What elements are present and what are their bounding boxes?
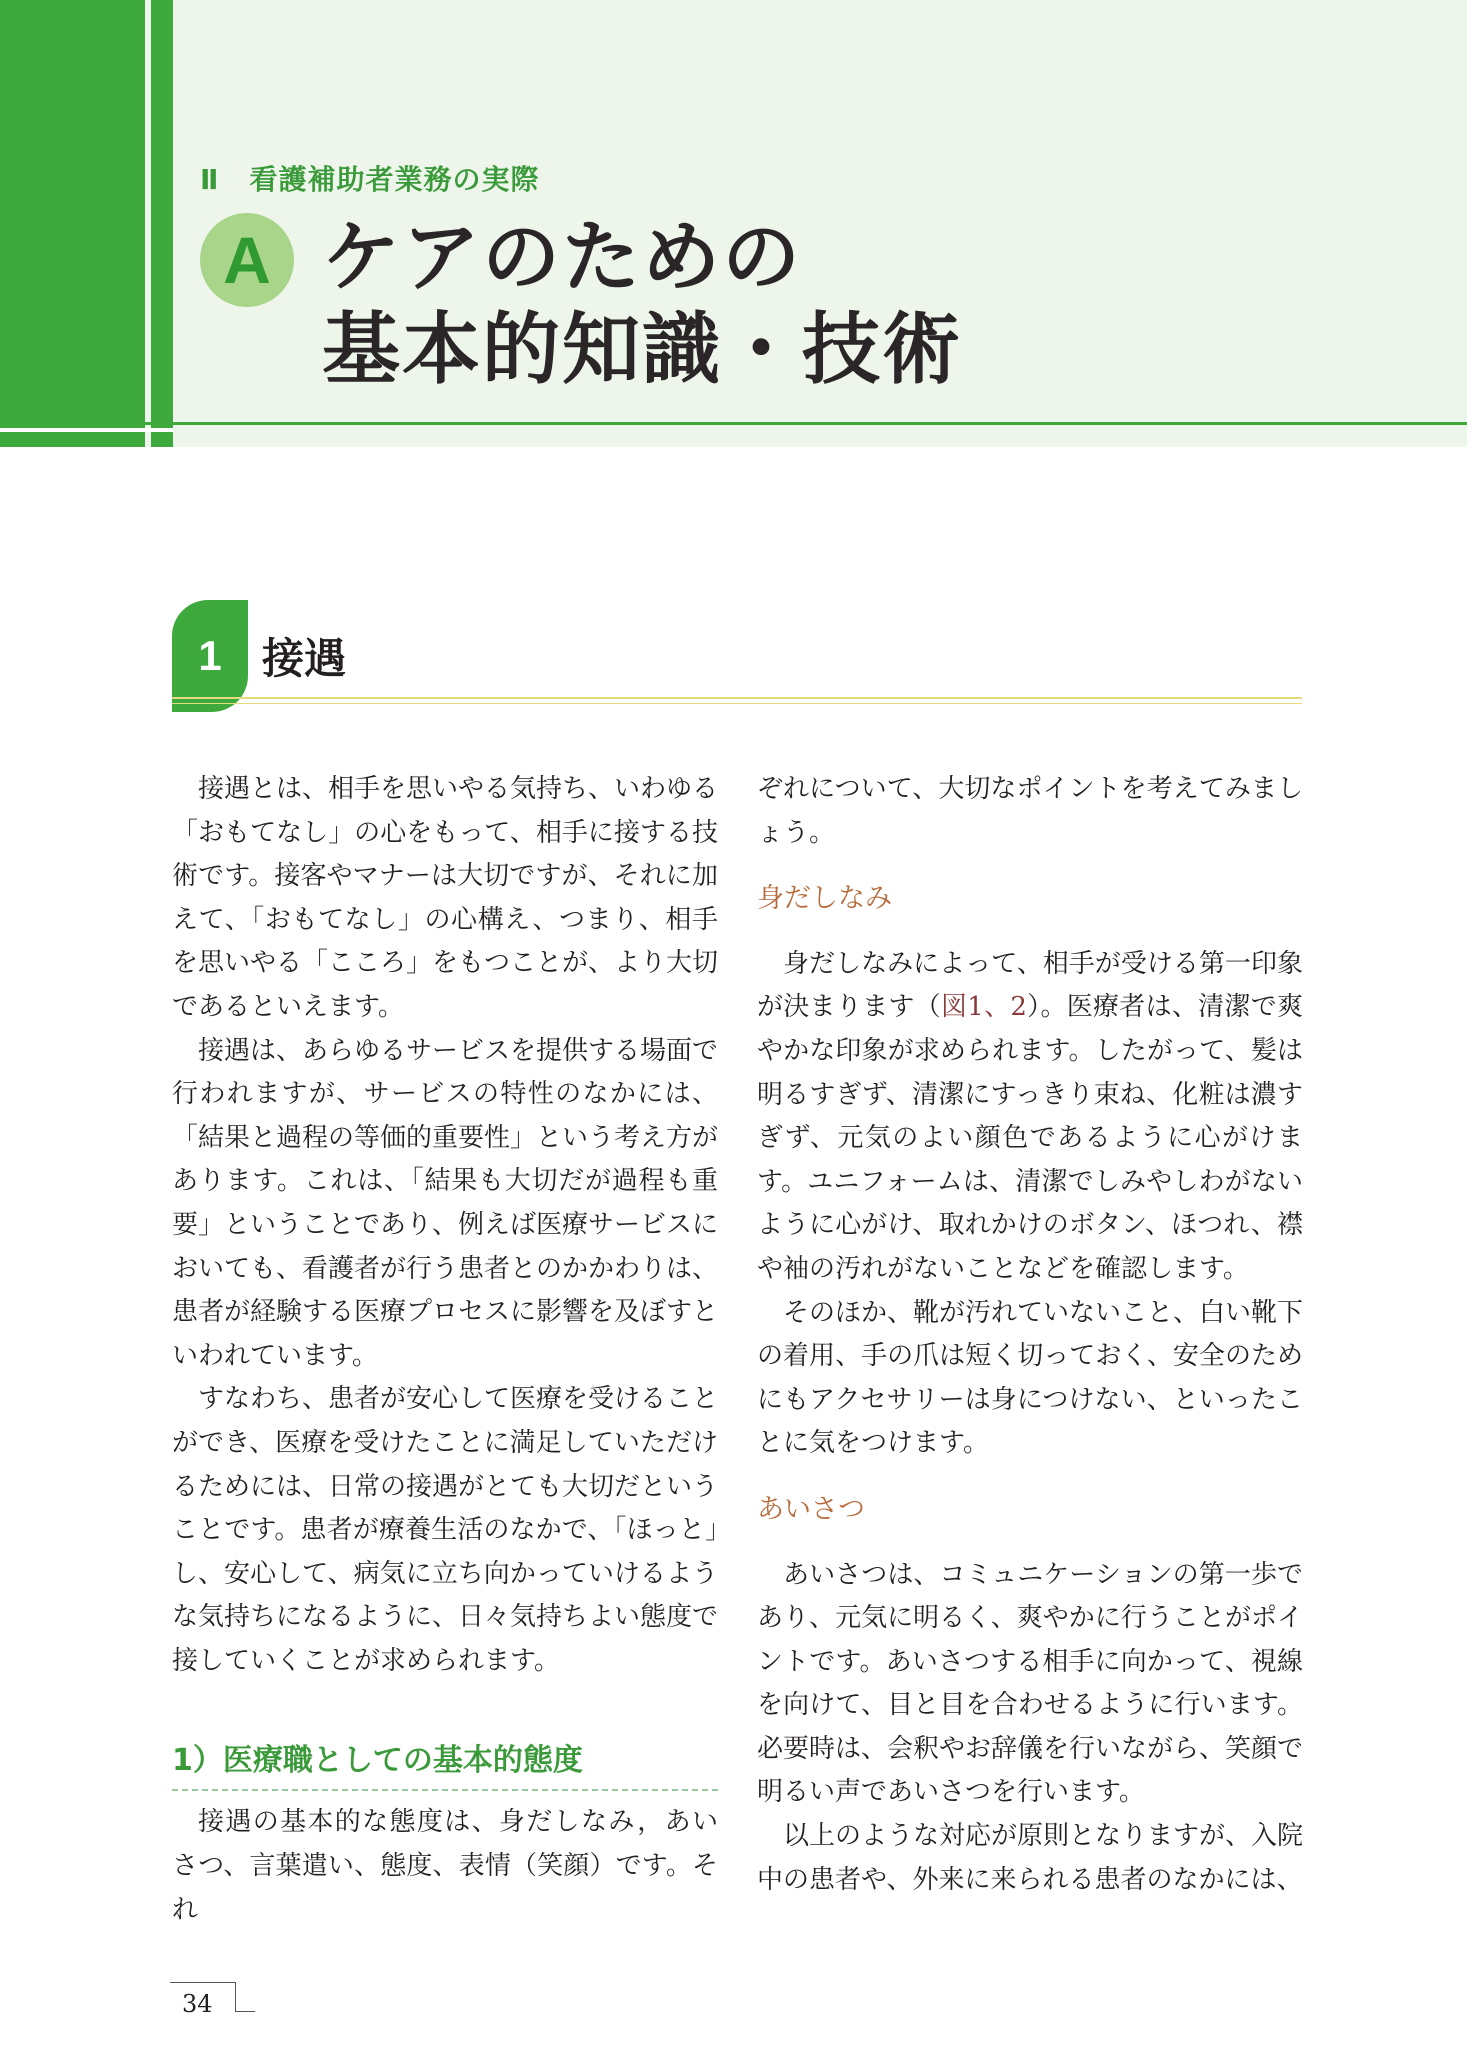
figure-reference: 図1、2 [940, 992, 1027, 1023]
heading-rule [172, 697, 1302, 699]
body-paragraph: 接遇とは、相手を思いやる気持ち、いわゆる「おもてなし」の心をもって、相手に接する技術です。接客やマナーは大切ですが、それに加えて、「おもてなし」の心構え、つまり、相手を思いやる「こころ」をもつことが、より大切であるといえます。 [172, 774, 719, 1022]
body-paragraph: 接遇の基本的な態度は、身だしなみ，あいさつ、言葉遣い、態度、表情（笑顔）です。それ [172, 1807, 718, 1925]
header-bottom-rule [0, 422, 1467, 425]
heading-rule-secondary [172, 703, 1302, 704]
page-number-rule-vertical [235, 1982, 236, 2012]
chapter-letter-badge: A [200, 213, 294, 307]
paragraph-text: 身だしなみによって、相手が受ける第一印象が決まります（ [757, 948, 1303, 1023]
header-green-stripe [151, 0, 173, 447]
heading-number-badge: 1 [172, 600, 248, 712]
paragraph-text: ）。医療者は、清潔で爽やかな印象が求められます。したがって、髪は明るすぎず、清潔にすっきり束ね、化粧は濃すぎず、元気のよい顔色であるように心がけます。ユニフォームは、清潔でしみやしわがないように心がけ、取れかけのボタン、ほつれ、襟や袖の汚れがないことなどを確認します。 [757, 992, 1303, 1284]
body-paragraph [757, 943, 1303, 1292]
subheading-aisatsu: あいさつ [757, 1493, 865, 1525]
chapter-title-line2: 基本的知識・技術 [322, 305, 963, 395]
chapter-title-line1: ケアのための [322, 213, 803, 303]
body-paragraph: ぞれについて、大切なポイントを考えてみましょう。 [757, 774, 1303, 848]
header-green-bar [0, 0, 145, 447]
chapter-title [322, 212, 962, 396]
section-label [200, 158, 539, 198]
left-column [172, 768, 718, 1932]
right-column [757, 768, 1303, 1902]
subheading-basic-attitude: 1）医療職としての基本的態度 [172, 1739, 718, 1791]
subheading-midashinami: 身だしなみ [757, 883, 892, 915]
body-paragraph: 接遇は、あらゆるサービスを提供する場面で行われますが、サービスの特性のなかには、「結果と過程の等価的重要性」という考え方があります。これは、「結果も大切だが過程も重要」ということであり、例えば医療サービスにおいても、看護者が行う患者とのかかわりは、患者が経験する医療プロセスに影響を及ぼすといわれています。 [172, 1035, 719, 1371]
section-roman-numeral: Ⅱ [200, 163, 220, 196]
body-paragraph: そのほか、靴が汚れていないこと、白い靴下の着用、手の爪は短く切っておく、安全のためにもアクセサリーは身につけない、といったことに気をつけます。 [757, 1297, 1304, 1459]
heading-title: 接遇 [262, 634, 347, 683]
page-number-rule [170, 1982, 236, 1983]
body-paragraph: あいさつは、コミュニケーションの第一歩であり、元気に明るく、爽やかに行うことがポイントです。あいさつする相手に向かって、視線を向けて、目と目を合わせるように行います。必要時は、会釈やお辞儀を行いながら、笑顔で明るい声であいさつを行います。 [757, 1559, 1304, 1808]
header-rule-gap [0, 428, 173, 432]
page-number-rule-tick [235, 2011, 255, 2012]
section-title: 看護補助者業務の実際 [249, 163, 540, 196]
body-paragraph: 以上のような対応が原則となりますが、入院中の患者や、外来に来られる患者のなかには、 [757, 1821, 1304, 1895]
page-number: 34 [182, 1990, 213, 2018]
body-paragraph: すなわち、患者が安心して医療を受けることができ、医療を受けたことに満足していただけるためには、日常の接遇がとても大切だということです。患者が療養生活のなかで、「ほっと」し、安心して、病気に立ち向かっていけるような気持ちになるように、日々気持ちよい態度で接していくことが求められます。 [172, 1384, 719, 1676]
